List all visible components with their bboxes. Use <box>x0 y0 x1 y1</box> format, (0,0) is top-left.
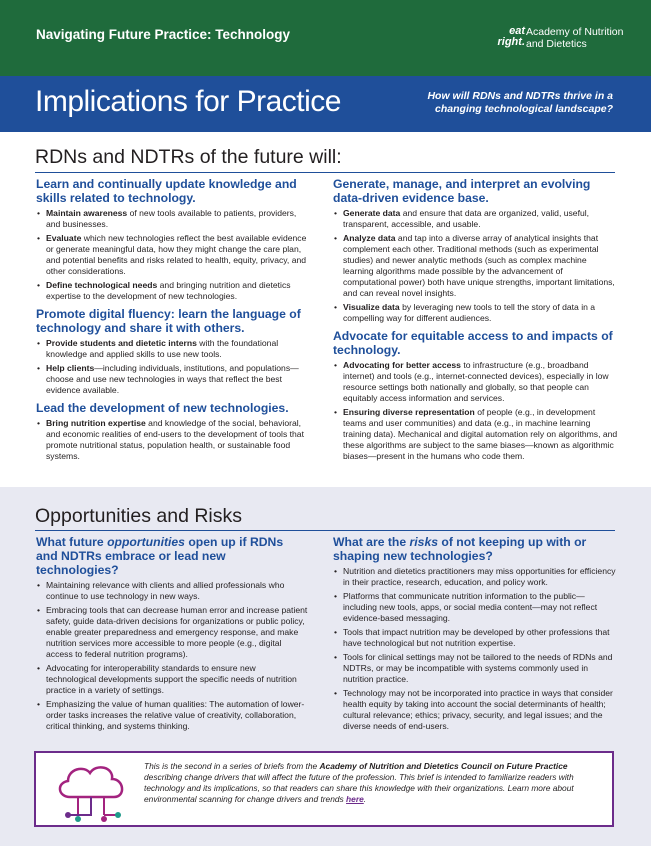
list-item <box>36 663 308 696</box>
block-title: Generate, manage, and interpret an evolving data-driven evidence base. <box>333 177 591 205</box>
future-heading-rule <box>35 172 615 173</box>
opportunities-title-b: open up if RDNs and NDTRs embrace or lead new technologies? <box>36 535 284 577</box>
future-right-column <box>333 177 618 467</box>
learn-more-link[interactable]: here <box>346 794 364 804</box>
block-title: Learn and continually update knowledge and skills related to technology. <box>36 177 297 205</box>
list-item <box>333 233 618 299</box>
opportunities-column <box>36 535 308 737</box>
item-text: Nutrition and dietetics practitioners may miss opportunities for efficiency in their practice, research, education, and policy work. <box>343 566 616 587</box>
bullet-icon: • <box>334 566 338 576</box>
item-text: and ensure that data are organized, valid, useful, transparent, accessible, and usable. <box>343 208 590 229</box>
risks-title-em: risks <box>409 535 438 549</box>
list-item <box>36 699 308 732</box>
bullet-icon: • <box>334 652 338 662</box>
bullet-icon: • <box>334 302 338 312</box>
block-list <box>333 208 618 324</box>
item-lead: Define technological needs <box>46 280 158 290</box>
bullet-icon: • <box>37 280 41 290</box>
list-item <box>333 591 618 624</box>
bullet-icon: • <box>334 591 338 601</box>
opportunities-title-em: opportunities <box>107 535 185 549</box>
list-item <box>36 363 308 396</box>
block-title: Advocate for equitable access to and impacts of technology. <box>333 329 613 357</box>
logo-org-line1: Academy of Nutrition <box>526 26 624 38</box>
bullet-icon: • <box>334 360 338 370</box>
bullet-icon: • <box>334 627 338 637</box>
future-left-column <box>36 177 308 467</box>
bullet-icon: • <box>37 208 41 218</box>
block-list <box>36 418 308 462</box>
item-text: Embracing tools that can decrease human error and increase patient safety, guide data-driven decisions for organizations or public policy, enable greater preparedness and emergency response, and make nutrition services more accessible to more people (e.g., digital access to federal nutrition programs). <box>46 605 308 659</box>
series-title: Navigating Future Practice: Technology <box>36 27 291 42</box>
item-lead: Advocating for better access <box>343 360 461 370</box>
block-title: Lead the development of new technologies. <box>36 401 289 415</box>
item-text: Platforms that communicate nutrition information to the public—including new tools, apps, or social media content—may not reflect evidence-based messaging. <box>343 591 598 623</box>
eatright-logo-mark <box>489 26 525 48</box>
item-text: of people (e.g., in development teams and user communities) and data (e.g., in machine learning training data). Mechanical and digital automation rely on algorithms, and these algorithms are subject to the same biases—known as algorithmic biases—present in the humans who code them. <box>343 407 618 461</box>
opportunities-title <box>36 535 308 577</box>
item-text: Technology may not be incorporated into practice in ways that consider health equity by taking into account the social determinants of health; cultural relevance; ethics; privacy, security, and legal issues; and the diverse needs of end-users. <box>343 688 613 731</box>
risks-heading-rule <box>35 530 615 531</box>
callout-org: Academy of Nutrition and Dietetics Council on Future Practice <box>319 761 568 771</box>
list-item <box>333 208 618 230</box>
list-item <box>333 688 618 732</box>
list-item <box>36 580 308 602</box>
item-text: Emphasizing the value of human qualities: The automation of lower-order tasks increases the relative value of creativity, collaboration, critical thinking, and systems thinking. <box>46 699 305 731</box>
item-lead: Provide students and dietetic interns <box>46 338 197 348</box>
risks-title-a: What are the <box>333 535 410 549</box>
item-text: and tap into a diverse array of analytical insights that complement each other. Traditional methods (such as experimental studies) and newer analytic methods (such as complex machine learning algorithms made possible by the advancement of computational power) both have unique strengths, important limitations, and can reveal novel insights. <box>343 233 615 298</box>
question-line1: How will RDNs and NDTRs thrive in a <box>427 90 613 102</box>
item-lead: Help clients <box>46 363 95 373</box>
bullet-icon: • <box>37 233 41 243</box>
item-text: which new technologies reflect the best available evidence or generate meaningful data, how they might change the care plan, and potential benefits and risks related to health, equity, privacy, and other considerations. <box>46 233 307 276</box>
bullet-icon: • <box>37 363 41 373</box>
item-text: and knowledge of the social, behavioral, and economic realities of end-users to the development of tools that promote nutritional status, population health, or sustainable food systems. <box>46 418 304 461</box>
item-text: Advocating for interoperability standards to ensure new technological developments support the specific needs of nutrition practice in a variety of settings. <box>46 663 297 695</box>
item-text: —including individuals, institutions, and populations—choose and use new technologies in ways that reflect the best evidence available. <box>46 363 299 395</box>
item-text: Tools for clinical settings may not be tailored to the needs of RDNs and NDTRs, or may be incompatible with systems commonly used in nutrition practice. <box>343 652 613 684</box>
logo-mark-line2: right. <box>497 36 525 48</box>
opportunities-list <box>36 580 308 732</box>
item-lead: Visualize data <box>343 302 400 312</box>
callout-text-1: This is the second in a series of briefs from the <box>144 761 320 771</box>
item-text: and bringing nutrition and dietetics expertise to the development of new technologies. <box>46 280 291 301</box>
block-list <box>333 360 618 462</box>
callout-text-3: . <box>363 794 367 804</box>
block-title: Promote digital fluency: learn the language of technology and share it with others. <box>36 307 301 335</box>
logo-org-name <box>526 27 651 50</box>
item-text: with the foundational knowledge and applied skills to use new tools. <box>46 338 279 359</box>
bullet-icon: • <box>334 208 338 218</box>
risks-column <box>333 535 618 737</box>
question-line2: changing technological landscape? <box>435 103 613 115</box>
bullet-icon: • <box>334 233 338 243</box>
list-item <box>333 566 618 588</box>
callout-text-2: describing change drivers that will affect the future of the profession. This brief is intended to familiarize readers with technology and its implications, so that readers can share this knowledge with their organizations. Learn more about environmental scanning for change drivers and trends <box>144 772 574 804</box>
future-heading: RDNs and NDTRs of the future will: <box>35 146 342 168</box>
opportunities-title-a: What future <box>36 535 108 549</box>
list-item <box>36 233 308 277</box>
page-title: Implications for Practice <box>35 85 341 118</box>
item-lead: Bring nutrition expertise <box>46 418 146 428</box>
logo-org-line2: and Dietetics <box>526 37 587 50</box>
risks-title-b: of not keeping up with or shaping new technologies? <box>333 535 587 563</box>
header-bar <box>0 0 651 76</box>
item-lead: Analyze data <box>343 233 396 243</box>
title-question <box>383 90 613 116</box>
risks-title <box>333 535 618 563</box>
item-text: by leveraging new tools to tell the story of data in a compelling way for different audiences. <box>343 302 596 323</box>
bullet-icon: • <box>334 407 338 417</box>
bullet-icon: • <box>37 663 41 673</box>
list-item <box>36 208 308 230</box>
callout-text <box>144 761 606 805</box>
list-item <box>333 627 618 649</box>
bullet-icon: • <box>37 580 41 590</box>
list-item <box>333 360 618 404</box>
bullet-icon: • <box>334 688 338 698</box>
block-list <box>36 338 308 396</box>
cloud-circuit-icon <box>48 759 138 827</box>
series-callout <box>34 751 614 827</box>
bullet-icon: • <box>37 605 41 615</box>
list-item <box>36 605 308 660</box>
item-lead: Maintain awareness <box>46 208 128 218</box>
logo-mark-line1: eat <box>509 25 525 37</box>
item-text: Tools that impact nutrition may be developed by other professions that have technological but not nutrition expertise. <box>343 627 610 648</box>
list-item <box>36 418 308 462</box>
bullet-icon: • <box>37 418 41 428</box>
item-text: of new tools available to patients, providers, and businesses. <box>46 208 297 229</box>
list-item <box>36 280 308 302</box>
risks-heading: Opportunities and Risks <box>35 505 243 527</box>
list-item <box>333 302 618 324</box>
item-lead: Evaluate <box>46 233 82 243</box>
bullet-icon: • <box>37 338 41 348</box>
list-item <box>333 652 618 685</box>
block-list <box>36 208 308 302</box>
item-text: Maintaining relevance with clients and allied professionals who continue to use technology in new ways. <box>46 580 285 601</box>
title-bar <box>0 76 651 132</box>
list-item <box>36 338 308 360</box>
bullet-icon: • <box>37 699 41 709</box>
item-text: to infrastructure (e.g., broadband internet) and tools (e.g., internet-connected devices), especially in low resource settings both nationally and globally, so that people can equitably access information and services. <box>343 360 609 403</box>
item-lead: Ensuring diverse representation <box>343 407 475 417</box>
risks-list <box>333 566 618 732</box>
item-lead: Generate data <box>343 208 401 218</box>
list-item <box>333 407 618 462</box>
